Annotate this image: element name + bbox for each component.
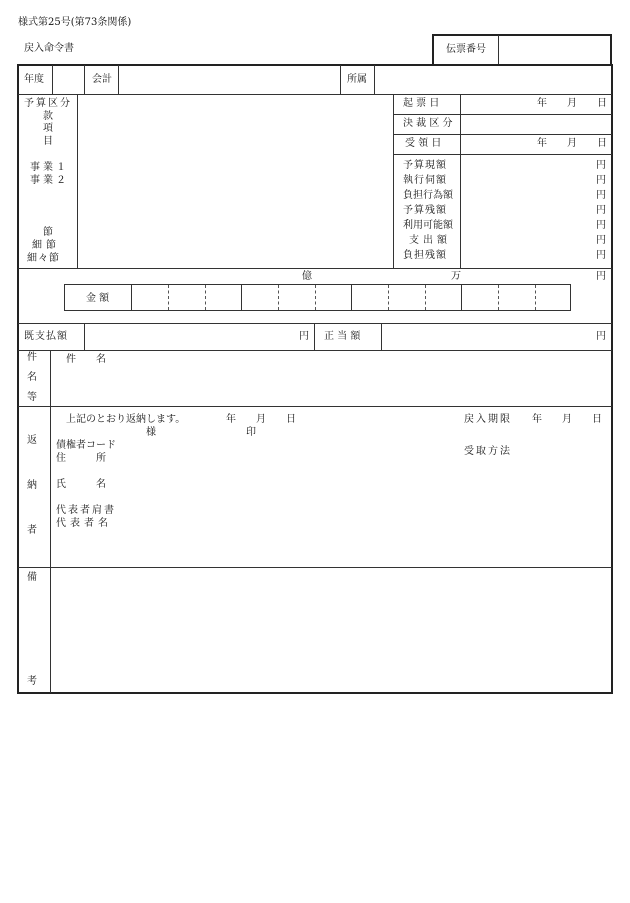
commitment-remaining-label: 負担残額	[403, 250, 447, 261]
project1-label: 事業１	[30, 162, 69, 173]
yen-unit-5: 円	[596, 220, 606, 231]
remarks-label-top: 備	[27, 572, 37, 583]
fiscal-year-field[interactable]	[54, 67, 83, 93]
yen-unit-6: 円	[596, 235, 606, 246]
kou-label: 項	[43, 123, 53, 134]
paid-amount-field[interactable]	[86, 325, 300, 349]
proper-yen-unit: 円	[596, 331, 606, 342]
deadline-month-unit: 月	[562, 414, 572, 425]
returner-side-label-3: 者	[27, 525, 37, 536]
drafting-year-unit: 年	[537, 98, 547, 109]
subject-name-field[interactable]	[120, 352, 610, 404]
returner-info-field[interactable]	[122, 440, 452, 535]
subject-side-label-3: 等	[27, 392, 37, 403]
drafting-date-label: 起 票 日	[403, 98, 440, 109]
kan-label: 款	[43, 111, 53, 122]
document-title: 戻入命令書	[24, 43, 74, 54]
yen-unit-2: 円	[596, 175, 606, 186]
project2-label: 事業２	[30, 175, 69, 186]
budget-current-label: 予算現額	[403, 160, 447, 171]
yen-unit-7: 円	[596, 250, 606, 261]
return-year-unit: 年	[226, 414, 236, 425]
drafting-month-unit: 月	[567, 98, 577, 109]
amount-label: 金 額	[86, 293, 110, 304]
remarks-field[interactable]	[52, 569, 610, 691]
receipt-month-unit: 月	[567, 138, 577, 149]
address-label: 住 所	[56, 453, 106, 464]
voucher-number-field[interactable]	[500, 36, 610, 64]
budget-detail-field[interactable]	[79, 96, 391, 266]
available-label: 利用可能額	[403, 220, 453, 231]
fiscal-year-label: 年度	[24, 74, 44, 85]
amount-yen-unit: 円	[596, 271, 606, 282]
paid-yen-unit: 円	[299, 331, 309, 342]
receipt-day-unit: 日	[597, 138, 607, 149]
form-number: 様式第25号(第73条関係)	[18, 17, 132, 28]
seal-mark: 印	[246, 427, 256, 438]
paid-amount-label: 既支払額	[24, 331, 68, 342]
department-label: 所属	[347, 74, 367, 85]
return-day-unit: 日	[286, 414, 296, 425]
returner-side-label-2: 納	[27, 480, 37, 491]
subject-side-label-1: 件	[27, 352, 37, 363]
yen-unit-1: 円	[596, 160, 606, 171]
deadline-day-unit: 日	[592, 414, 602, 425]
decision-class-field[interactable]	[462, 116, 610, 133]
receipt-year-unit: 年	[537, 138, 547, 149]
creditor-code-label: 債権者コード	[56, 440, 116, 451]
department-field[interactable]	[376, 67, 610, 93]
proper-amount-field[interactable]	[383, 325, 593, 349]
yen-unit-3: 円	[596, 190, 606, 201]
setsu-label: 節	[43, 227, 53, 238]
moku-label: 目	[43, 136, 53, 147]
drafting-day-unit: 日	[597, 98, 607, 109]
yen-unit-4: 円	[596, 205, 606, 216]
name-label: 氏 名	[56, 479, 106, 490]
rep-name-label: 代表者名	[56, 518, 112, 529]
return-month-unit: 月	[256, 414, 266, 425]
expenditure-label: 支出額	[409, 235, 451, 246]
account-label: 会計	[92, 74, 112, 85]
proper-amount-label: 正 当 額	[324, 331, 361, 342]
decision-class-label: 決 裁 区 分	[403, 118, 453, 129]
receipt-date-label: 受 領 日	[405, 138, 442, 149]
return-deadline-label: 戻入期限	[464, 414, 512, 425]
receipt-method-field[interactable]	[520, 442, 610, 460]
rep-title-label: 代表者肩書	[56, 505, 116, 516]
budget-class-label: 予算区分	[24, 98, 72, 109]
deadline-year-unit: 年	[532, 414, 542, 425]
sama-label: 様	[146, 427, 156, 438]
oku-unit: 億	[302, 271, 312, 282]
saisetsu-label: 細節	[32, 240, 60, 251]
amount-digits-box[interactable]	[64, 284, 571, 311]
commitment-label: 負担行為額	[403, 190, 453, 201]
remarks-label-bottom: 考	[27, 676, 37, 687]
account-field[interactable]	[120, 67, 338, 93]
execution-request-label: 執行伺額	[403, 175, 447, 186]
man-unit: 万	[451, 271, 461, 282]
voucher-number-label: 伝票番号	[446, 44, 486, 55]
return-statement: 上記のとおり返納します。	[66, 414, 186, 425]
budget-remaining-label: 予算残額	[403, 205, 447, 216]
returner-side-label-1: 返	[27, 435, 37, 446]
subject-side-label-2: 名	[27, 372, 37, 383]
subject-name-label: 件 名	[66, 354, 106, 365]
receipt-method-label: 受取方法	[464, 446, 512, 457]
saisaisetsu-label: 細々節	[27, 253, 60, 264]
